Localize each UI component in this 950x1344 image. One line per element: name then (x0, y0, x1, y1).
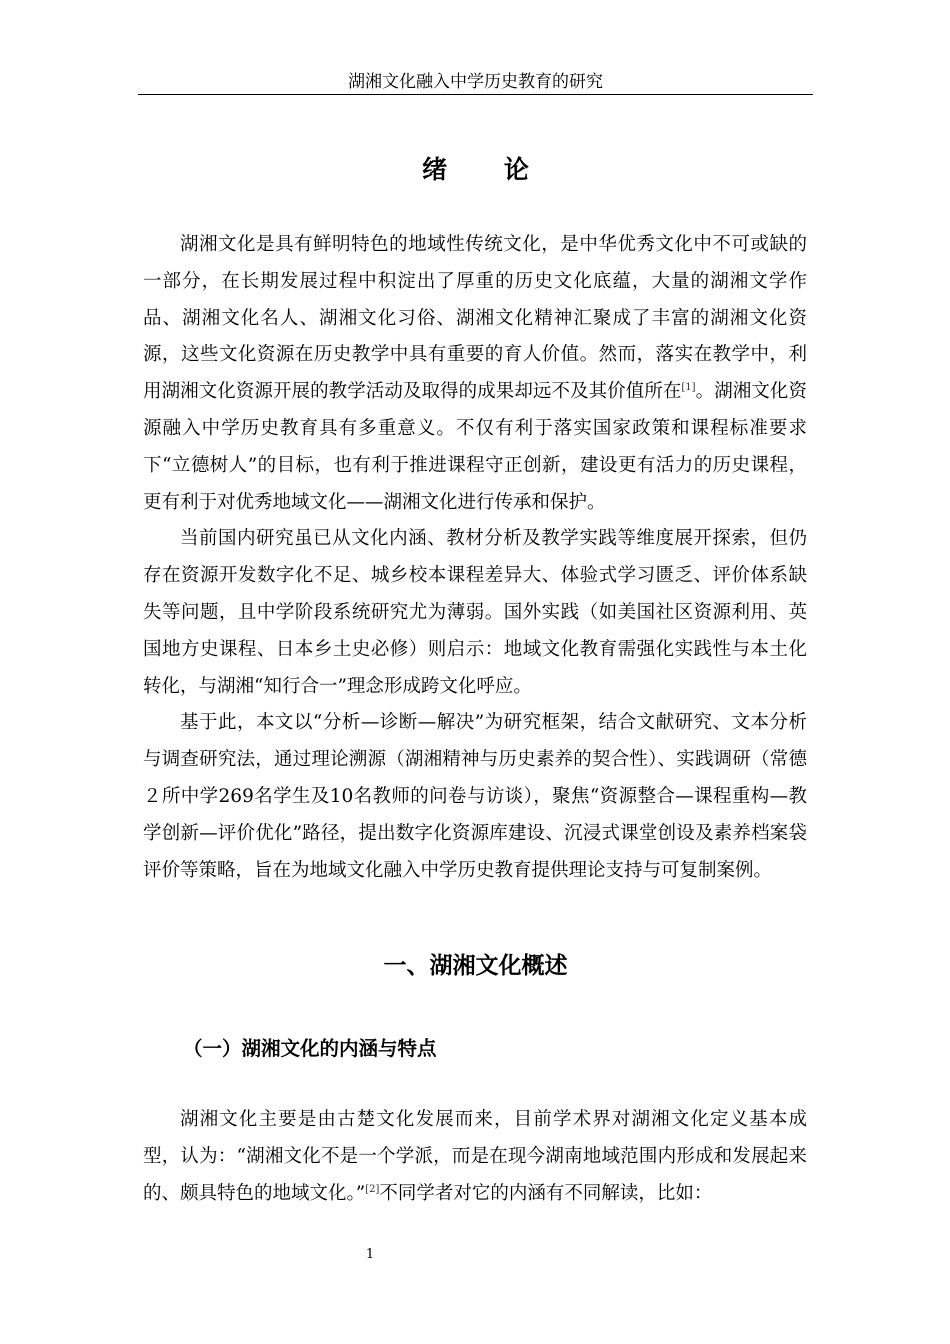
running-header: 湖湘文化融入中学历史教育的研究 (348, 72, 603, 92)
intro-paragraph-1-text-a: 湖湘文化是具有鲜明特色的地域性传统文化，是中华优秀文化中不可或缺的一部分，在长期发展过程中积淀出了厚重的历史文化底蕴，大量的湖湘文学作品、湖湘文化名人、湖湘文化习俗、湖湘文化精神汇聚成了丰富的湖湘文化资源，这些文化资源在历史教学中具有重要的育人价值。然而，落实在教学中，利用湖湘文化资源开展的教学活动及取得的成果却远不及其价值所在 (143, 234, 807, 403)
page-number: 1 (365, 1247, 375, 1262)
section-paragraph-1-text-b: 不同学者对它的内涵有不同解读，比如： (379, 1182, 713, 1204)
section-paragraph-1 (143, 1102, 807, 1212)
citation-ref-1: [1] (681, 382, 696, 394)
section-paragraph-1-text-a: 湖湘文化主要是由古楚文化发展而来，目前学术界对湖湘文化定义基本成型，认为：“湖湘文化不是一个学派，而是在现今湖南地域范围内形成和发展起来的、颇具特色的地域文化。” (143, 1109, 807, 1204)
section-body (143, 1102, 807, 1212)
subsection-title: （一）湖湘文化的内涵与特点 (183, 1037, 437, 1060)
intro-paragraph-1 (143, 227, 807, 521)
intro-body (143, 227, 807, 889)
section-title: 一、湖湘文化概述 (383, 953, 568, 979)
intro-paragraph-1-text-b: 。湖湘文化资源融入中学历史教育具有多重意义。不仅有利于落实国家政策和课程标准要求下“立德树人”的目标，也有利于推进课程守正创新，建设更有活力的历史课程，更有利于对优秀地域文化——湖湘文化进行传承和保护。 (143, 381, 807, 513)
chapter-title: 绪 论 (422, 155, 553, 184)
intro-paragraph-3: 基于此，本文以“分析—诊断—解决”为研究框架，结合文献研究、文本分析与调查研究法，通过理论溯源（湖湘精神与历史素养的契合性）、实践调研（常德２所中学269名学生及10名教师的问卷与访谈），聚焦“资源整合—课程重构—教学创新—评价优化”路径，提出数字化资源库建设、沉浸式课堂创设及素养档案袋评价等策略，旨在为地域文化融入中学历史教育提供理论支持与可复制案例。 (143, 712, 807, 881)
intro-paragraph-2: 当前国内研究虽已从文化内涵、教材分析及教学实践等维度展开探索，但仍存在资源开发数字化不足、城乡校本课程差异大、体验式学习匮乏、评价体系缺失等问题，且中学阶段系统研究尤为薄弱。国外实践（如美国社区资源利用、英国地方史课程、日本乡土史必修）则启示：地域文化教育需强化实践性与本土化转化，与湖湘“知行合一”理念形成跨文化呼应。 (143, 528, 807, 697)
citation-ref-2: [2] (365, 1183, 380, 1195)
header-rule (138, 94, 813, 95)
